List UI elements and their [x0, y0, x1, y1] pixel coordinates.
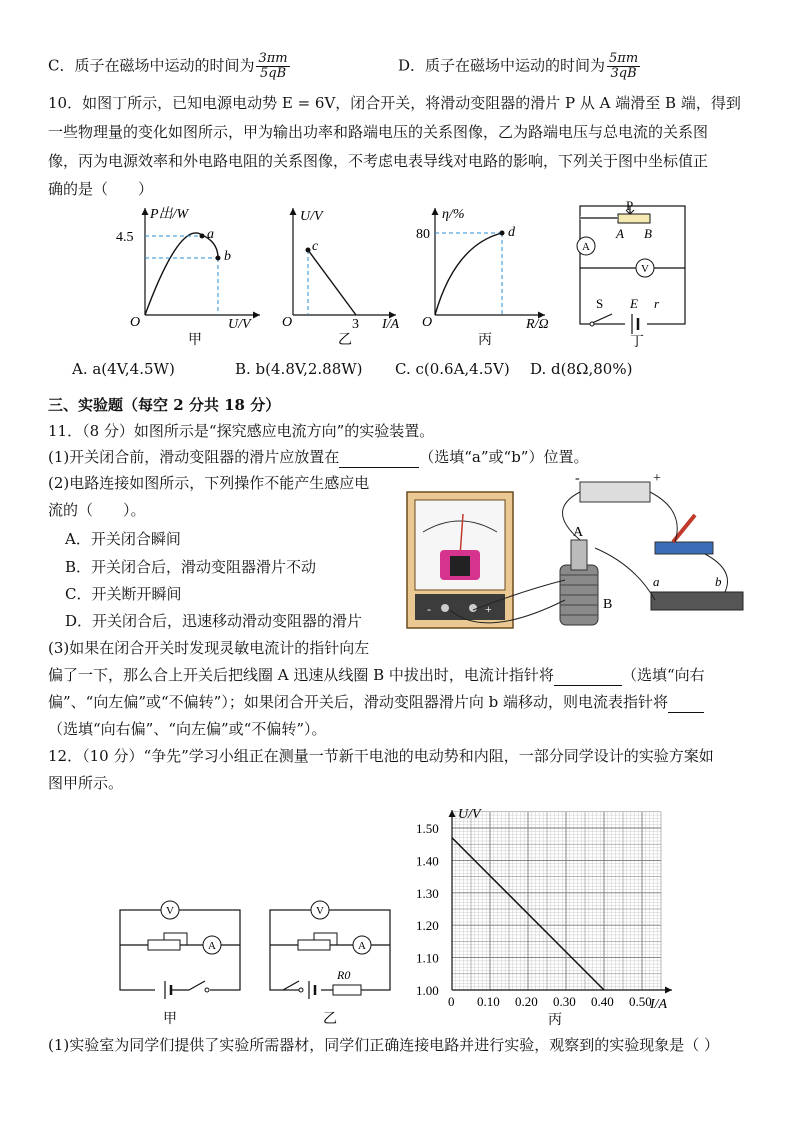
graph-xtick-010: 0.10	[477, 994, 500, 1009]
battery-box	[580, 482, 650, 502]
q10-option-a: A. a(4V,4.5W)	[72, 360, 175, 378]
circuit-ding	[570, 196, 700, 351]
graph-xtick-030: 0.30	[553, 994, 576, 1009]
svg-text:A: A	[208, 940, 216, 952]
induction-apparatus	[405, 470, 750, 635]
jia-point-a	[200, 234, 205, 239]
q10-line2: 一些物理量的变化如图所示，甲为输出功率和路端电压的关系图像，乙为路端电压与总电流的关系图	[48, 123, 709, 141]
svg-text:S: S	[596, 296, 604, 311]
yi-r0	[333, 985, 361, 995]
yi-xlabel: I/A	[382, 317, 400, 332]
q10-option-b: B. b(4.8V,2.88W)	[235, 360, 363, 378]
q10-option-d: D. d(8Ω,80%)	[530, 360, 633, 378]
jia-ytick: 4.5	[116, 230, 134, 245]
switch	[655, 542, 713, 554]
yi-rheostat	[298, 940, 330, 950]
yi-xtick: 3	[352, 317, 359, 332]
q11-part3-line2: 偏了一下，那么合上开关后把线圈 A 迅速从线圈 B 中拔出时，电流计指针将 （选填“向右	[48, 666, 705, 684]
svg-text:甲: 甲	[163, 1012, 177, 1027]
bing-origin: O	[422, 315, 433, 330]
graph-ylabel: U/V	[458, 807, 481, 822]
q11-option-b: B．开关闭合后，滑动变阻器滑片不动	[65, 558, 317, 576]
graph-grid-minor	[452, 812, 661, 990]
q11-part1: (1)开关闭合前，滑动变阻器的滑片应放置在 （选填“a”或“b”）位置。	[48, 448, 589, 466]
q9-c-fraction: $\frac{3\pi m}{5qB}$	[258, 51, 288, 81]
svg-text:A: A	[582, 241, 590, 253]
svg-text:r: r	[654, 296, 660, 311]
yi-line	[308, 250, 356, 315]
yi-caption: 乙	[338, 333, 352, 348]
graph-grid-major	[452, 812, 661, 990]
graph-bing	[410, 200, 560, 350]
jia-origin: O	[130, 315, 141, 330]
q12-line1: 12．（10 分）“争先”学习小组正在测量一节新干电池的电动势和内阻，一部分同学设计的实验方案如	[48, 747, 714, 765]
graph-ytick-120: 1.20	[416, 918, 439, 934]
graph-ytick-110: 1.10	[416, 950, 439, 966]
graph-caption: 丙	[548, 1013, 562, 1028]
circuit-q12-yi	[265, 895, 400, 1030]
q11-part3-line1: (3)如果在闭合开关时发现灵敏电流计的指针向左	[48, 639, 370, 657]
bing-ytick: 80	[416, 227, 430, 242]
q11-blank-3[interactable]	[668, 696, 704, 713]
q12-part1: (1)实验室为同学们提供了实验所需器材，同学们正确连接电路并进行实验，观察到的实验现象是（ ）	[48, 1036, 720, 1054]
q12-ui-graph	[410, 798, 690, 1028]
svg-text:-: -	[575, 471, 580, 486]
q9-d-fraction: $\frac{5\pi m}{3qB}$	[609, 51, 639, 81]
graph-xtick-020: 0.20	[515, 994, 538, 1009]
bing-point-d	[500, 231, 505, 236]
graph-xlabel: I/A	[650, 997, 668, 1012]
svg-text:A: A	[573, 525, 584, 540]
svg-text:V: V	[316, 905, 324, 917]
q10-line3: 像，丙为电源效率和外电路电阻的关系图像，不考虑电表导线对电路的影响，下列关于图中坐标值正	[48, 152, 709, 170]
svg-text:R0: R0	[337, 968, 351, 982]
q12-line2: 图甲所示。	[48, 774, 124, 792]
svg-text:B: B	[644, 226, 652, 241]
graph-xtick-050: 0.50	[629, 994, 652, 1009]
yi-ylabel: U/V	[300, 209, 323, 224]
svg-text:乙: 乙	[323, 1012, 337, 1027]
svg-text:E: E	[630, 296, 638, 311]
svg-text:B: B	[603, 597, 613, 612]
jia-label-a: a	[207, 227, 214, 242]
q11-blank-2[interactable]	[554, 669, 622, 686]
jia-caption: 甲	[188, 333, 202, 348]
q10-option-c: C. c(0.6A,4.5V)	[395, 360, 510, 378]
q10-line1: 10．如图丁所示，已知电源电动势 E = 6V，闭合开关，将滑动变阻器的滑片 P 从 A 端滑至 B 端，得到	[48, 94, 741, 112]
section-title: 三、实验题（每空 2 分共 18 分）	[48, 396, 281, 414]
bing-caption: 丙	[478, 333, 492, 348]
q11-intro: 11．（8 分）如图所示是“探究感应电流方向”的实验装置。	[48, 422, 435, 440]
jia-point-b	[216, 256, 221, 261]
svg-text:A: A	[358, 940, 366, 952]
q9-option-d: D．质子在磁场中运动的时间为 $\frac{5\pi m}{3qB}$	[398, 51, 639, 81]
graph-xtick-040: 0.40	[591, 994, 614, 1009]
q11-part3-line4: （选填“向右偏”、“向左偏”或“不偏转”）。	[48, 720, 327, 738]
jia-rheostat	[148, 940, 180, 950]
rheostat	[651, 592, 743, 610]
yi-origin: O	[282, 315, 293, 330]
q11-blank-1[interactable]	[339, 451, 419, 468]
bing-curve	[435, 233, 502, 315]
svg-text:V: V	[641, 263, 649, 275]
q11-option-c: C．开关断开瞬间	[65, 585, 182, 603]
bing-xlabel: R/Ω	[526, 317, 549, 332]
q11-part2-line2: 流的（ ）。	[48, 501, 146, 519]
q11-part3-line3: 偏”、“向左偏”或“不偏转”）；如果闭合开关后，滑动变阻器滑片向 b 端移动，则电流表指针将	[48, 691, 704, 713]
yi-point-c	[306, 248, 311, 253]
svg-text:+: +	[485, 602, 492, 616]
svg-text:丁: 丁	[630, 335, 644, 350]
graph-ytick-140: 1.40	[416, 853, 439, 869]
coil-a	[571, 540, 587, 570]
jia-xlabel: U/V	[228, 317, 251, 332]
ding-rheostat	[618, 214, 650, 223]
graph-yi	[278, 200, 418, 350]
graph-ytick-150: 1.50	[416, 821, 439, 836]
graph-xtick-0: 0	[448, 994, 455, 1009]
bing-label-d: d	[508, 225, 515, 240]
circuit-q12-jia	[115, 895, 250, 1030]
graph-ytick-100: 1.00	[416, 983, 439, 998]
svg-text:-: -	[427, 602, 431, 616]
yi-switch	[283, 981, 299, 990]
q9-option-c: C．质子在磁场中运动的时间为 $\frac{3\pi m}{5qB}$	[48, 51, 288, 81]
jia-ylabel: P出/W	[150, 207, 189, 222]
q11-part2-line1: (2)电路连接如图所示，下列操作不能产生感应电	[48, 474, 370, 492]
svg-text:b: b	[715, 574, 722, 589]
jia-curve	[145, 233, 218, 315]
svg-text:A: A	[616, 226, 624, 241]
svg-text:P: P	[626, 198, 634, 213]
svg-text:V: V	[166, 905, 174, 917]
svg-text:a: a	[653, 574, 660, 589]
q10-line4: 确的是（ ）	[48, 180, 154, 198]
graph-jia	[110, 200, 293, 350]
jia-label-b: b	[224, 249, 231, 264]
graph-ytick-130: 1.30	[416, 885, 439, 901]
q11-option-a: A．开关闭合瞬间	[65, 530, 181, 548]
bing-ylabel: η/%	[442, 207, 465, 222]
svg-text:+: +	[653, 471, 661, 486]
yi-label-c: c	[312, 239, 319, 254]
q11-option-d: D．开关闭合后，迅速移动滑动变阻器的滑片	[65, 612, 363, 630]
